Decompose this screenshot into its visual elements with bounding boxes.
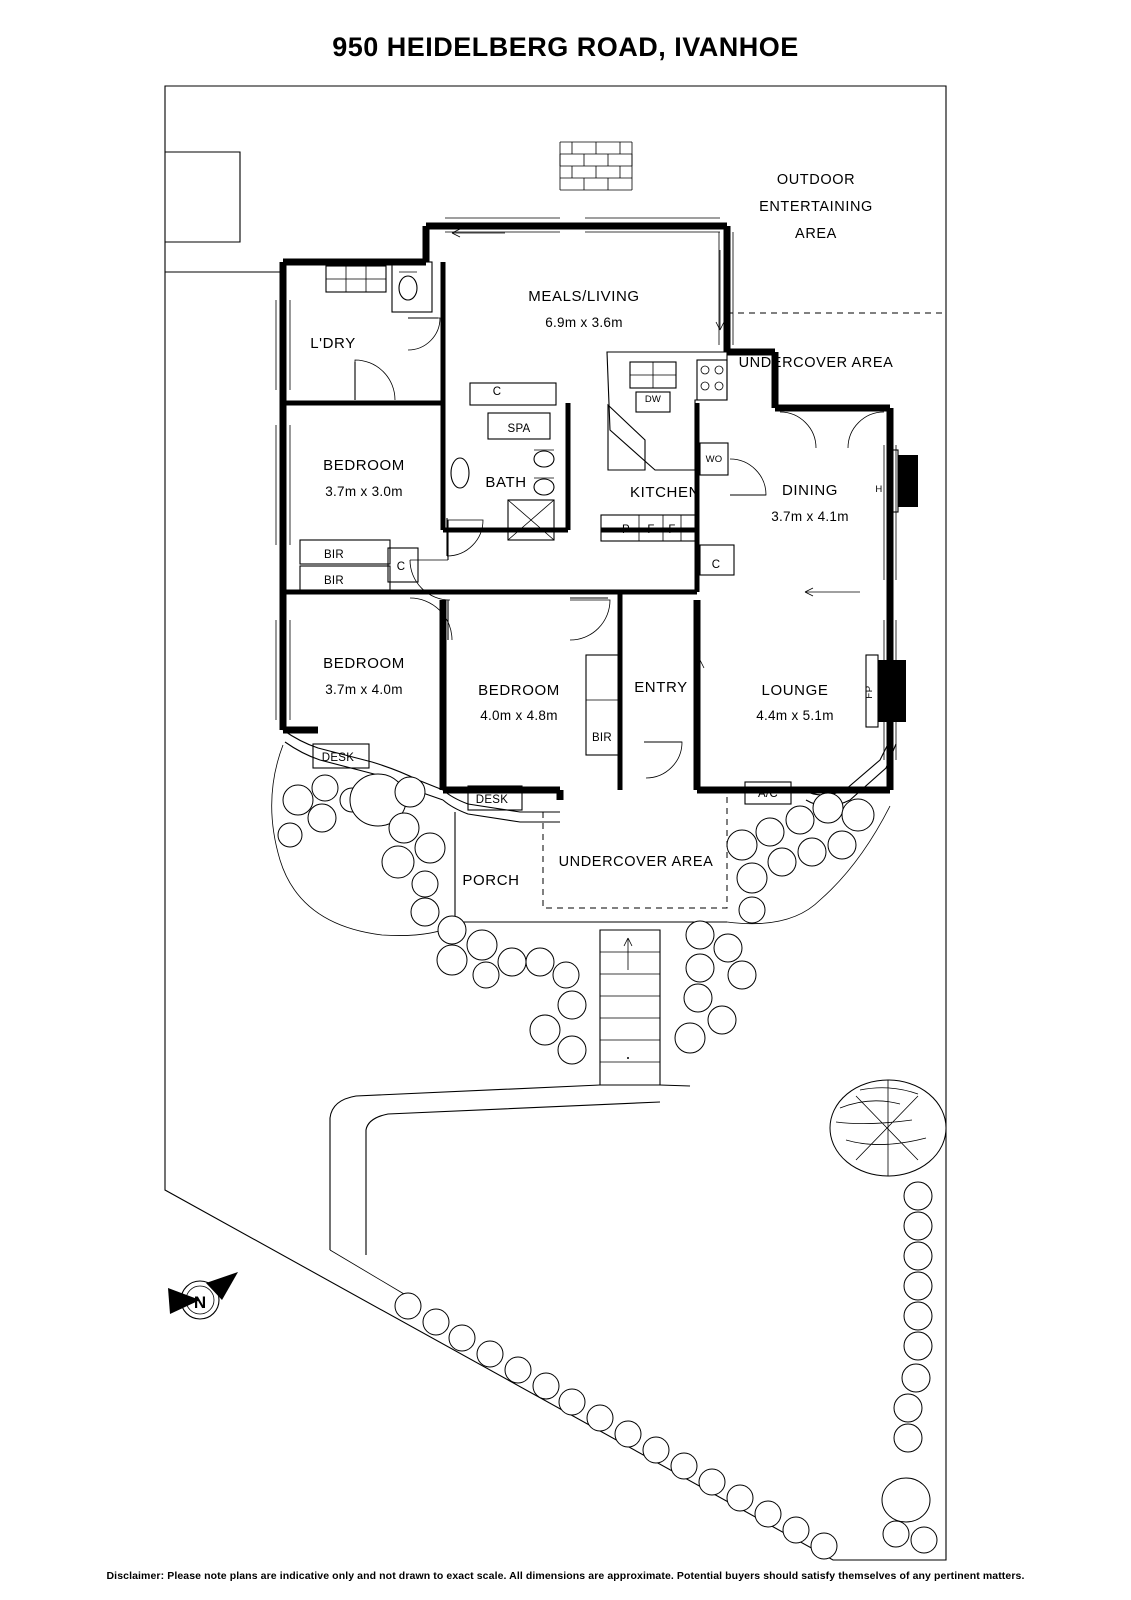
hall-door-arcs — [410, 412, 884, 778]
label-outdoor-line3: AREA — [795, 226, 837, 242]
label-desk-1: DESK — [321, 752, 355, 764]
porch-steps-and-path — [330, 812, 727, 1255]
label-dishwasher: DW — [644, 394, 662, 405]
label-bir-2: BIR — [323, 575, 345, 587]
room-laundry-name: L'DRY — [310, 335, 356, 352]
room-bedroom-2-name: BEDROOM — [323, 655, 405, 672]
fireplace-and-services — [560, 142, 918, 804]
label-desk-2: DESK — [475, 794, 509, 806]
room-lounge-name: LOUNGE — [761, 682, 829, 699]
compass-north — [168, 1272, 238, 1319]
kitchen-fixtures — [601, 352, 728, 541]
label-cupboard-corridor: C — [396, 561, 406, 573]
room-lounge-dim: 4.4m x 5.1m — [756, 708, 834, 723]
label-bir-1: BIR — [323, 549, 345, 561]
room-dining-name: DINING — [781, 482, 839, 499]
sliding-door-indicators — [452, 229, 860, 690]
label-undercover-top: UNDERCOVER AREA — [738, 355, 894, 371]
room-meals-living-name: MEALS/LIVING — [528, 288, 640, 305]
room-bedroom-1-dim: 3.7m x 3.0m — [325, 484, 403, 499]
label-wall-oven: WO — [705, 454, 723, 465]
room-bedroom-1-name: BEDROOM — [323, 457, 405, 474]
bir-2 — [300, 566, 390, 590]
room-porch-name: PORCH — [462, 872, 520, 889]
disclaimer-text: Disclaimer: Please note plans are indicative only and not drawn to exact scale. All dimensions are approximate. Potential buyers should satisfy themselves of any pertinent matters. — [106, 1570, 1025, 1582]
room-bedroom-3-dim: 4.0m x 4.8m — [480, 708, 558, 723]
label-cupboard-hall: C — [711, 559, 721, 571]
dashed-outlines — [543, 313, 946, 908]
room-bath-name: BATH — [485, 474, 527, 491]
fireplace — [878, 660, 906, 722]
room-entry-name: ENTRY — [634, 679, 688, 696]
label-fireplace: FP — [864, 685, 875, 699]
label-fridge-1: F — [647, 524, 655, 536]
compass-label: N — [193, 1293, 207, 1312]
label-pantry: P — [622, 524, 630, 536]
bath-cupboard — [470, 383, 556, 405]
room-meals-living-dim: 6.9m x 3.6m — [545, 315, 623, 330]
room-bedroom-3-name: BEDROOM — [478, 682, 560, 699]
page-title: 950 HEIDELBERG ROAD, IVANHOE — [332, 32, 799, 62]
label-cupboard-bath: C — [492, 386, 502, 398]
room-bedroom-2-dim: 3.7m x 4.0m — [325, 682, 403, 697]
label-undercover-bottom: UNDERCOVER AREA — [558, 854, 714, 870]
label-fridge-2: F — [668, 524, 676, 536]
laundry-fixtures — [326, 262, 440, 400]
room-kitchen-name: KITCHEN — [629, 484, 701, 501]
room-dining-dim: 3.7m x 4.1m — [771, 509, 849, 524]
bir-1 — [300, 540, 390, 564]
label-outdoor-line1: OUTDOOR — [776, 172, 856, 188]
label-spa: SPA — [507, 423, 531, 435]
hot-water-unit — [898, 455, 918, 507]
label-ac: A/C — [757, 788, 779, 800]
label-bir-3: BIR — [591, 732, 613, 744]
brick-pattern — [560, 142, 632, 190]
label-hws: H — [875, 484, 883, 495]
cooktop — [697, 360, 727, 400]
label-outdoor-line2: ENTERTAINING — [759, 199, 873, 215]
